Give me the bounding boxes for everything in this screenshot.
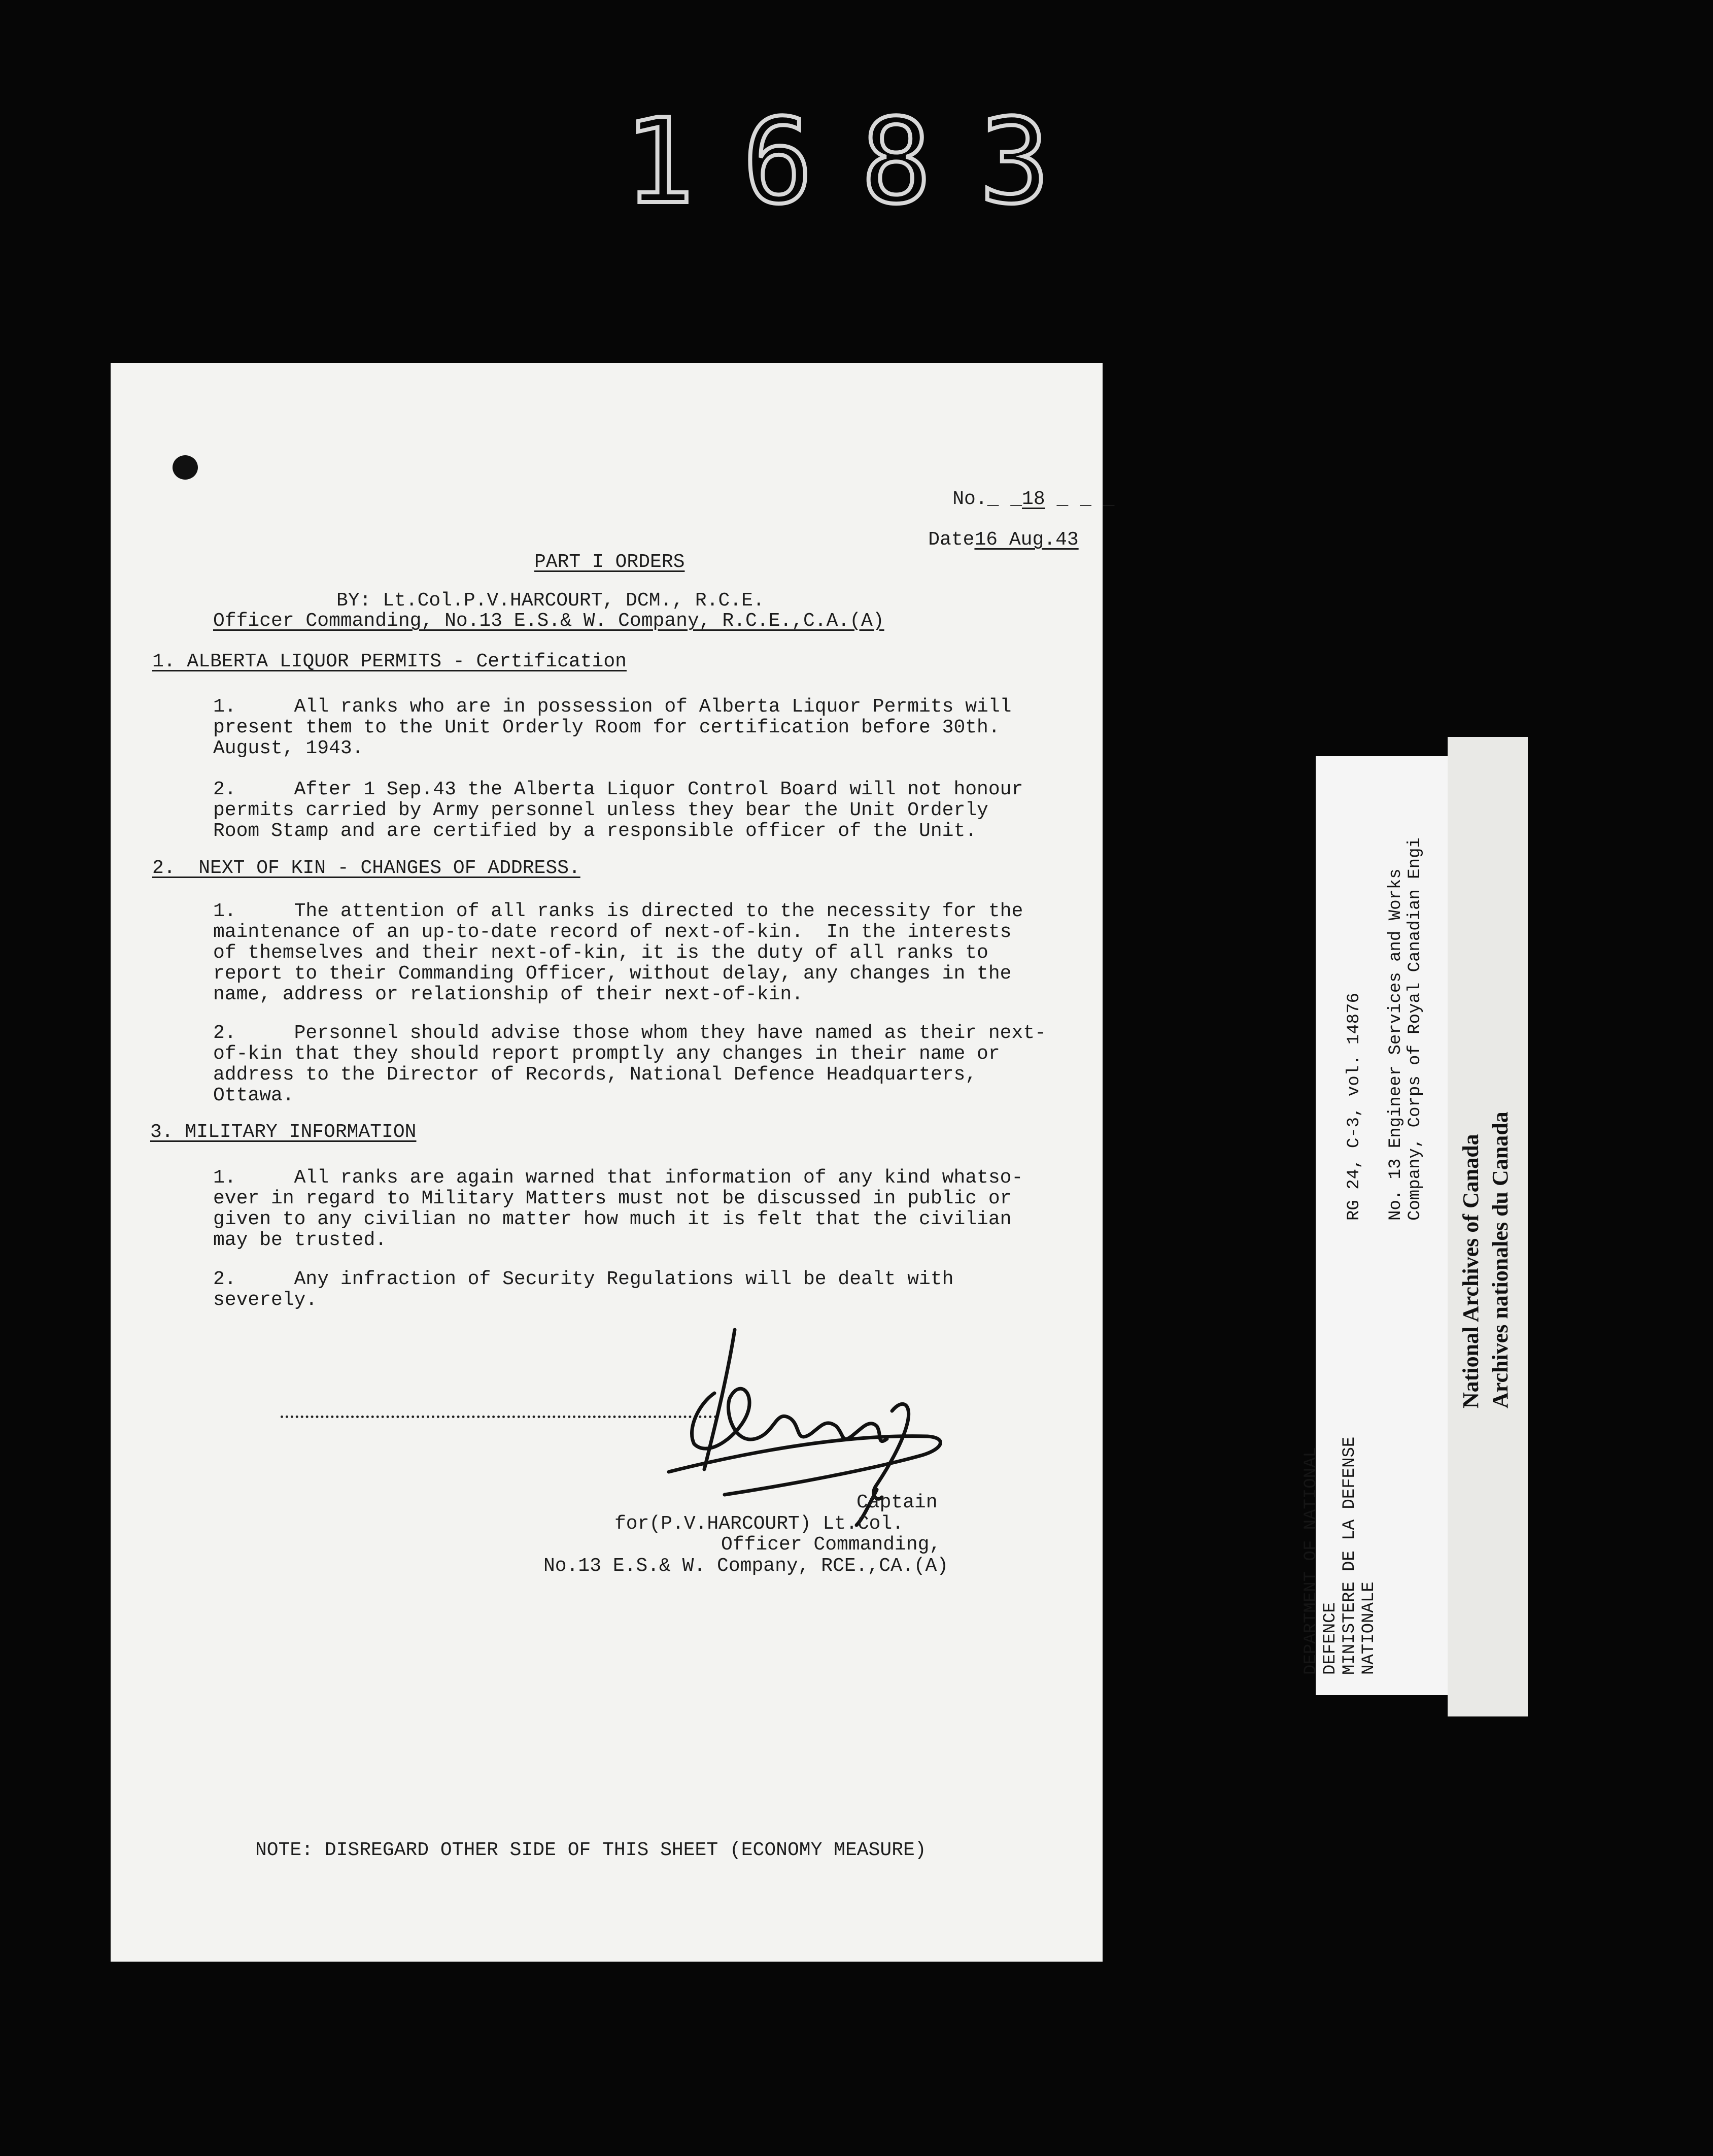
section-3-paragraph-1: 1. All ranks are again warned that information of any kind whatso- ever in regard to Military Matters must not be discussed in public or given to any civilian no matter how much it is felt that the civilian may be trusted. [213,1167,1023,1251]
archives-name [1456,1111,1515,1408]
punch-hole [173,455,198,480]
economy-note: NOTE: DISREGARD OTHER SIDE OF THIS SHEET (ECONOMY MEASURE) [255,1839,927,1861]
by-line: BY: Lt.Col.P.V.HARCOURT, DCM., R.C.E. [336,590,765,612]
section-2-paragraph-1: 1. The attention of all ranks is directed to the necessity for the maintenance of an up-to-date record of next-of-kin. In the interests of themselves and their next-of-kin, it is the duty of all ranks to report to their Commanding Officer, without delay, any changes in the name, address or relationship of their next-of-kin. [213,900,1023,1005]
department-line-3: MINISTERE DE LA DEFENSE [1340,1436,1359,1675]
section-3-paragraph-2: 2. Any infraction of Security Regulations will be dealt with severely. [213,1268,954,1311]
order-date [882,509,1079,571]
order-number-value: 18 [1022,488,1045,510]
description-line-2: Company, Corps of Royal Canadian Engi [1406,837,1425,1221]
order-title: PART I ORDERS [534,551,685,573]
section-2-paragraph-2: 2. Personnel should advise those whom they have named as their next- of-kin that they should report promptly any changes in their name or address to the Director of Records, National Defence Headquarters, Ottawa. [213,1022,1046,1106]
officer-line: Officer Commanding, No.13 E.S.& W. Company, R.C.E.,C.A.(A) [213,610,884,632]
order-date-label: Date [928,529,975,551]
description-line-1: No. 13 Engineer Services and Works [1386,868,1406,1221]
frame-number: 1683 [624,94,1098,230]
section-1-paragraph-2: 2. After 1 Sep.43 the Alberta Liquor Control Board will not honour permits carried by Army personnel unless they bear the Unit Orderly Room Stamp and are certified by a responsible officer of the Unit. [213,779,1023,842]
order-date-value: 16 Aug.43 [974,529,1079,551]
section-1-paragraph-1: 1. All ranks who are in possession of Alberta Liquor Permits will present them to the Unit Orderly Room for certification before 30th. August, 1943. [213,696,1012,759]
signature-for-line: for(P.V.HARCOURT) Lt.Col. [614,1513,904,1535]
archive-description [1386,837,1425,1221]
order-number-label: No._ _ [952,488,1022,510]
archives-name-english: National Archives of Canada [1458,1134,1483,1408]
signature-title: Officer Commanding, [721,1534,941,1556]
document-sheet [111,363,1115,1962]
section-heading-2: 2. NEXT OF KIN - CHANGES OF ADDRESS. [152,857,580,879]
department-line-4: NATIONALE [1359,1581,1379,1675]
signature-rank: Captain [856,1492,938,1513]
archive-reference: RG 24, C-3, vol. 14876 [1345,993,1364,1221]
archives-name-french: Archives nationales du Canada [1488,1111,1513,1408]
handwritten-signature [638,1317,1004,1530]
department-label [1301,1437,1379,1675]
order-number-suffix: _ _ _ [1045,488,1115,510]
section-heading-1: 1. ALBERTA LIQUOR PERMITS - Certification [152,651,627,672]
signature-unit: No.13 E.S.& W. Company, RCE.,CA.(A) [543,1555,949,1577]
department-line-2: DEFENCE [1321,1602,1340,1675]
department-line-1: DEPARTMENT OF NATIONAL [1301,1447,1321,1675]
section-heading-3: 3. MILITARY INFORMATION [150,1121,417,1143]
